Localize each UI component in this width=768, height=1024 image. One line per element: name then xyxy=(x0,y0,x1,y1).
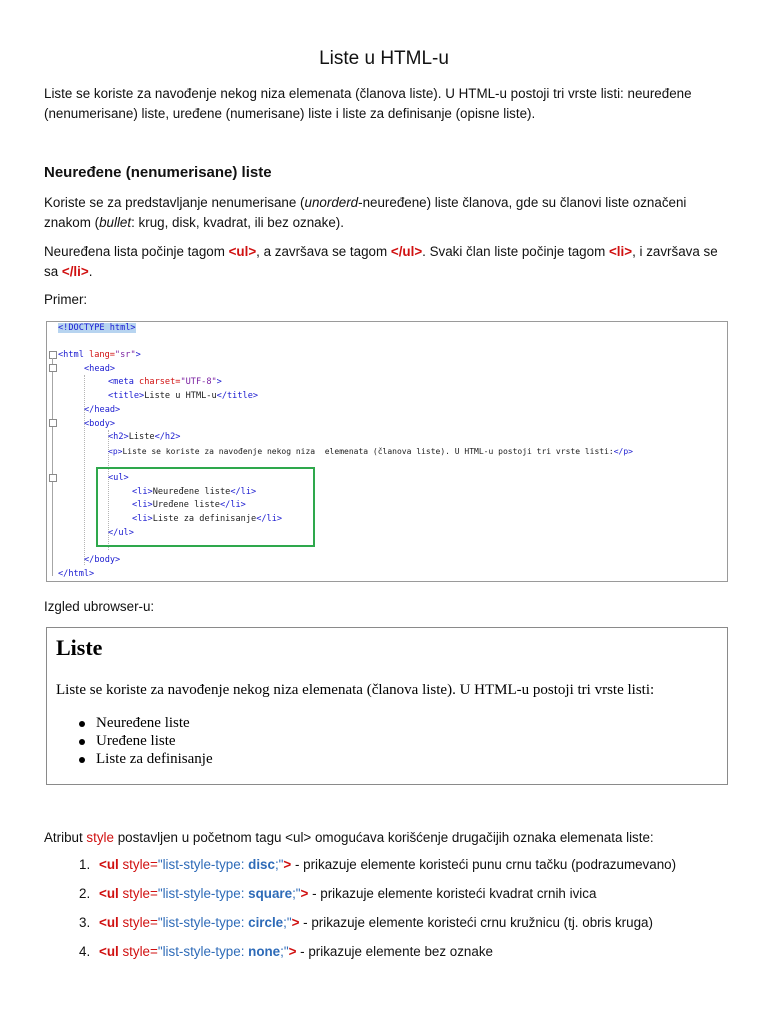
item-number: 4. xyxy=(79,944,91,959)
code-doctype: <!DOCTYPE html> xyxy=(58,323,136,333)
code-value: ;" xyxy=(283,915,292,930)
code-tag: </li> xyxy=(219,500,246,510)
code-tag: </li> xyxy=(230,487,257,497)
italic-term: bullet xyxy=(99,214,132,230)
code-text: Neuređene liste xyxy=(152,487,231,497)
code-tag: > xyxy=(288,944,297,959)
code-value: "list-style-type: xyxy=(157,886,249,901)
section-heading: Neuređene (nenumerisane) liste xyxy=(44,164,272,181)
code-line-p xyxy=(108,446,633,457)
style-attribute-intro xyxy=(44,828,734,848)
code-tag: <ul xyxy=(99,886,123,901)
code-tag: <p> xyxy=(108,447,123,456)
browser-list-item: Neuređene liste xyxy=(96,715,190,731)
code-tag: </li> xyxy=(256,514,283,524)
code-text: Liste xyxy=(128,432,155,442)
code-line-title xyxy=(108,391,258,402)
code-tag: <title> xyxy=(108,391,145,401)
code-tag: </h2> xyxy=(154,432,181,442)
browser-list-item: Uređene liste xyxy=(96,733,176,749)
bullet-icon xyxy=(79,757,85,763)
code-line-meta xyxy=(108,377,222,388)
code-attr: style= xyxy=(122,944,158,959)
fold-toggle-icon xyxy=(49,364,57,372)
code-line-doctype xyxy=(58,323,136,334)
code-text: Liste u HTML-u xyxy=(144,391,217,401)
code-line-head-close: </head> xyxy=(84,405,121,415)
item-number: 1. xyxy=(79,857,91,872)
code-tag: <meta xyxy=(108,377,134,387)
code-line-html-open xyxy=(58,350,141,361)
code-keyword: square xyxy=(248,886,293,901)
text-run: : krug, disk, kvadrat, ili bez oznake). xyxy=(131,214,344,230)
text-run: , a završava se tagom xyxy=(256,244,391,259)
code-text: Liste se koriste za navođenje nekog niza elemenata (članova liste). U HTML-u postoji tri vrste listi: xyxy=(122,447,614,456)
code-tag: > xyxy=(300,886,309,901)
tag-li-close: </li> xyxy=(61,263,89,279)
code-tag: <h2> xyxy=(108,432,129,442)
code-keyword: circle xyxy=(248,915,284,930)
code-line-body-open: <body> xyxy=(84,419,116,429)
text-run: Atribut xyxy=(44,830,87,845)
indent-guide xyxy=(84,375,85,565)
text-run: -neuređene) liste članova, gde su članovi liste označeni znakom ( xyxy=(44,195,687,230)
text-run: . Svaki član liste počinje tagom xyxy=(422,244,609,259)
style-list-item xyxy=(79,944,493,959)
code-line-ul-open: <ul> xyxy=(108,473,129,483)
tags-description xyxy=(44,242,734,281)
code-keyword: disc xyxy=(248,857,275,872)
italic-term: unorderd xyxy=(304,195,359,210)
fold-toggle-icon xyxy=(49,474,57,482)
code-tag: > xyxy=(135,350,141,360)
fold-toggle-icon xyxy=(49,351,57,359)
bullet-icon xyxy=(79,721,85,727)
code-attr: style= xyxy=(122,886,158,901)
code-tag: <li> xyxy=(132,500,153,510)
style-list-item xyxy=(79,857,676,872)
code-attr: charset= xyxy=(133,377,181,387)
code-tag: <li> xyxy=(132,514,153,524)
page-title: Liste u HTML-u xyxy=(319,48,449,69)
item-number: 3. xyxy=(79,915,91,930)
code-tag: </title> xyxy=(216,391,259,401)
tag-ul-close: </ul> xyxy=(390,244,423,259)
ul-highlight-box xyxy=(96,467,315,547)
code-attr: style= xyxy=(122,857,158,872)
tag-ul-open: <ul> xyxy=(228,244,257,259)
text-run: , i završava se sa xyxy=(44,244,718,279)
code-tag: > xyxy=(291,915,300,930)
code-value: ;" xyxy=(280,944,289,959)
text-run: . xyxy=(88,263,93,279)
code-line-ul-close: </ul> xyxy=(108,528,134,538)
code-text: Uređene liste xyxy=(152,500,220,510)
style-keyword: style xyxy=(86,830,114,845)
code-tag: > xyxy=(283,857,292,872)
item-description: - prikazuje elemente koristeći punu crnu tačku (podrazumevano) xyxy=(291,857,677,872)
text-run: Koriste se za predstavljanje nenumerisane ( xyxy=(44,195,305,210)
style-list-item xyxy=(79,886,596,901)
browser-view-label: Izgled ubrowser-u: xyxy=(44,599,155,614)
style-list-item xyxy=(79,915,653,930)
code-tag: </p> xyxy=(613,447,633,456)
item-description: - prikazuje elemente koristeći crnu kružnicu (tj. obris kruga) xyxy=(299,915,653,930)
code-value: "list-style-type: xyxy=(157,944,249,959)
code-tag: <html xyxy=(58,350,84,360)
code-tag: <ul xyxy=(99,944,123,959)
code-tag: <ul xyxy=(99,857,123,872)
unordered-description xyxy=(44,193,734,232)
code-value: ;" xyxy=(292,886,301,901)
code-value: "list-style-type: xyxy=(157,857,249,872)
browser-list-item: Liste za definisanje xyxy=(96,751,213,767)
code-value: "list-style-type: xyxy=(157,915,249,930)
browser-heading: Liste xyxy=(56,635,103,660)
fold-toggle-icon xyxy=(49,419,57,427)
code-value: ;" xyxy=(274,857,284,872)
code-tag: <ul xyxy=(99,915,123,930)
code-tag: <li> xyxy=(132,487,153,497)
code-tag: > xyxy=(216,377,222,387)
code-line-head-open: <head> xyxy=(84,364,116,374)
item-description: - prikazuje elemente bez oznake xyxy=(296,944,493,959)
text-run: Neuređena lista počinje tagom xyxy=(44,244,229,259)
code-line-body-close: </body> xyxy=(84,555,121,565)
item-description: - prikazuje elemente koristeći kvadrat crnih ivica xyxy=(308,886,597,901)
code-value: "sr" xyxy=(114,350,136,360)
code-line-h2 xyxy=(108,432,180,443)
code-text: Liste za definisanje xyxy=(152,514,257,524)
text-run: postavljen u početnom tagu <ul> omogućava korišćenje drugačijih oznaka elemenata liste: xyxy=(113,830,654,845)
primer-label: Primer: xyxy=(44,292,88,307)
browser-paragraph: Liste se koriste za navođenje nekog niza elemenata (članova liste). U HTML-u postoji tri vrste listi: xyxy=(56,682,655,698)
code-value: "UTF-8" xyxy=(180,377,217,387)
tag-li-open: <li> xyxy=(608,244,633,259)
fold-guide-line xyxy=(52,358,53,576)
intro-paragraph: Liste se koriste za navođenje nekog niza elemenata (članova liste). U HTML-u postoji tri vrste listi: neuređene (nenumerisane) liste, uređene (numerisane) liste i liste za definisanje (opisne liste). xyxy=(44,86,692,121)
code-keyword: none xyxy=(248,944,281,959)
code-attr: style= xyxy=(122,915,158,930)
bullet-icon xyxy=(79,739,85,745)
code-attr: lang= xyxy=(83,350,115,360)
item-number: 2. xyxy=(79,886,91,901)
code-line-html-close: </html> xyxy=(58,569,95,579)
